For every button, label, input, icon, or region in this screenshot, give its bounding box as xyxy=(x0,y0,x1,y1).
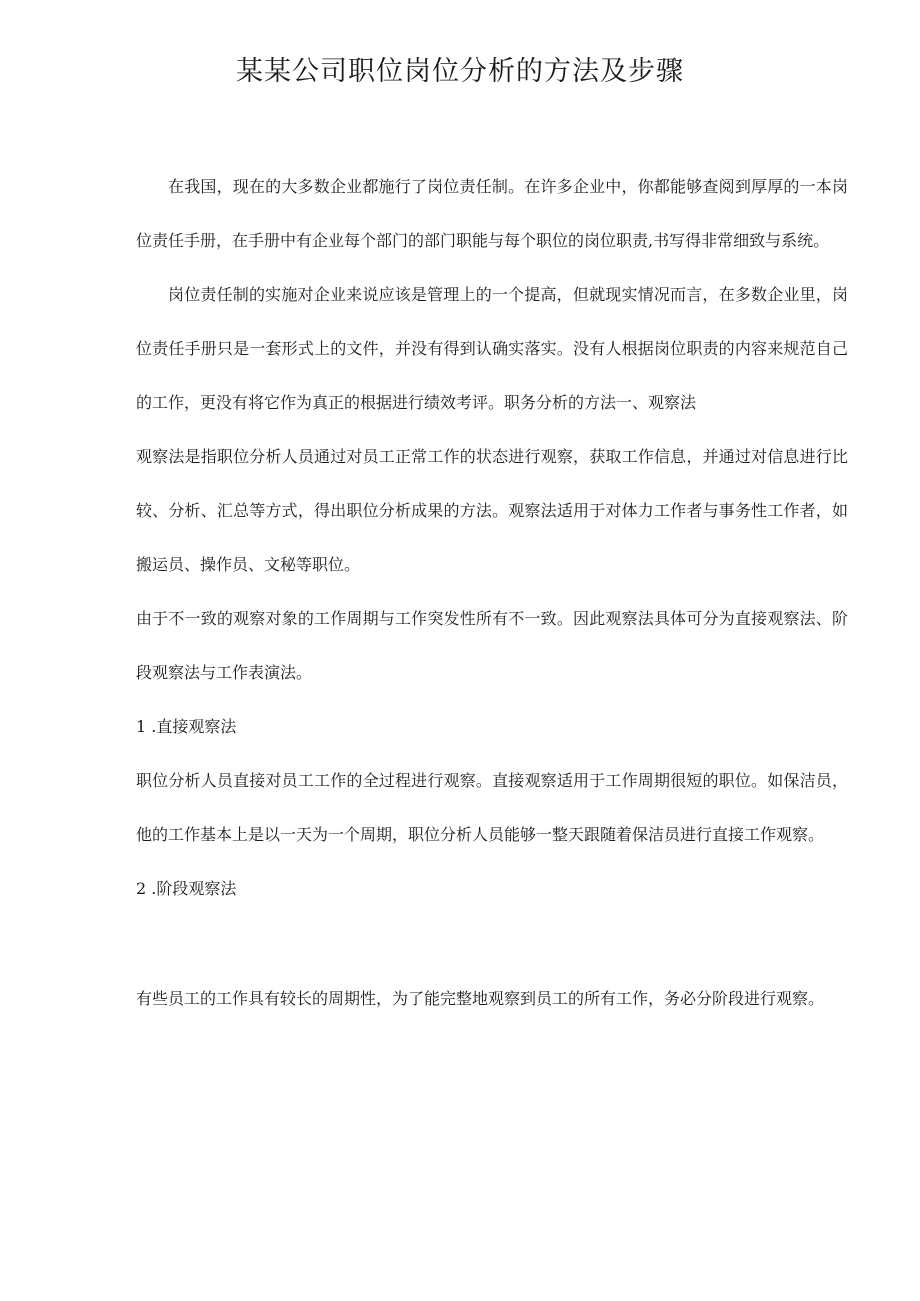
paragraph-observation-method: 观察法是指职位分析人员通过对员工正常工作的状态进行观察，获取工作信息，并通过对信息进行比较、分析、汇总等方式，得出职位分析成果的方法。观察法适用于对体力工作者与事务性工作者，如搬运员、操作员、文秘等职位。 xyxy=(136,447,848,574)
paragraph-responsibility: 岗位责任制的实施对企业来说应该是管理上的一个提高，但就现实情况而言，在多数企业里，岗位责任手册只是一套形式上的文件，并没有得到认确实落实。没有人根据岗位职责的内容来规范自己的工作，更没有将它作为真正的根据进行绩效考评。职务分析的方法一、观察法 xyxy=(136,285,848,412)
paragraph-stage-observation: 有些员工的工作具有较长的周期性，为了能完整地观察到员工的所有工作，务必分阶段进行观察。 xyxy=(136,989,825,1008)
document-title: 某某公司职位岗位分析的方法及步骤 xyxy=(236,56,684,87)
heading-stage-observation: 2 .阶段观察法 xyxy=(136,879,237,898)
paragraph-direct-observation: 职位分析人员直接对员工工作的全过程进行观察。直接观察适用于工作周期很短的职位。如保洁员，他的工作基本上是以一天为一个周期，职位分析人员能够一整天跟随着保洁员进行直接工作观察。 xyxy=(136,771,848,844)
paragraph-intro: 在我国，现在的大多数企业都施行了岗位责任制。在许多企业中，你都能够查阅到厚厚的一本岗位责任手册，在手册中有企业每个部门的部门职能与每个职位的岗位职责,书写得非常细致与系统。 xyxy=(136,177,848,250)
document-body xyxy=(136,160,848,1026)
heading-direct-observation: 1 .直接观察法 xyxy=(136,717,237,736)
paragraph-observation-types: 由于不一致的观察对象的工作周期与工作突发性所有不一致。因此观察法具体可分为直接观察法、阶段观察法与工作表演法。 xyxy=(136,609,848,682)
blank-spacer xyxy=(136,916,848,972)
